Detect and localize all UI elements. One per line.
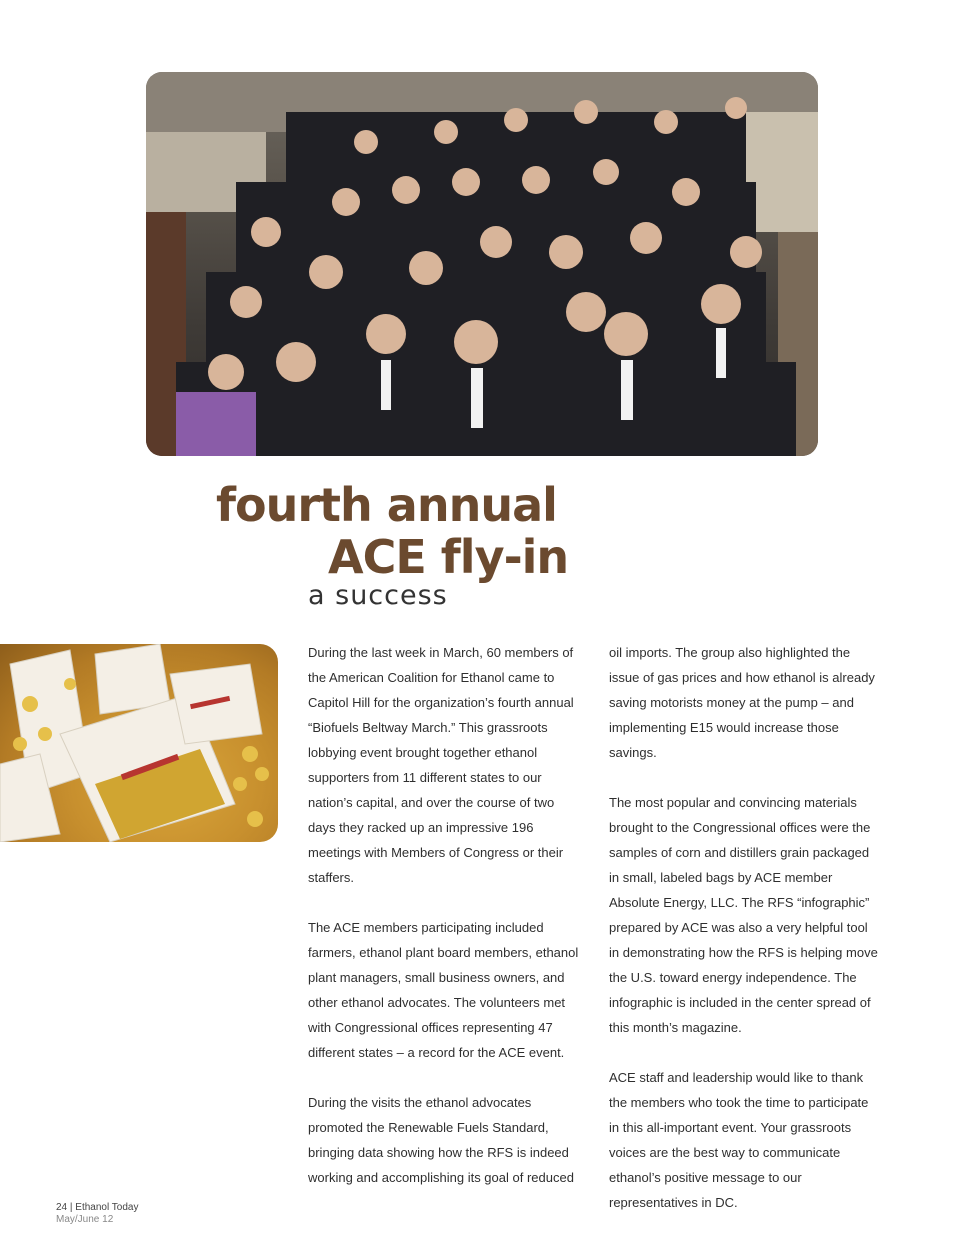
paragraph: The most popular and convincing materials brought to the Congressional offices were the samples of corn and distillers grain packaged in small, labeled bags by ACE member Absolute Energy, LLC. The RFS “infographic” prepared by ACE was also a very helpful tool in demonstrating how the RFS is helping move the U.S. toward energy independence. The infographic is included in the center spread of this month’s magazine. xyxy=(609,795,878,1035)
paragraph: ACE staff and leadership would like to thank the members who took the time to participate in this all-important event. Your grassroots voices are the best way to communicate ethanol’s positive message to our representatives in DC. xyxy=(609,1070,869,1210)
article-headline xyxy=(0,478,960,618)
headline-line-2: ACE fly-in xyxy=(328,530,569,584)
group-photo xyxy=(146,72,818,456)
corn-samples-photo xyxy=(0,644,278,842)
headline-subtitle: a success xyxy=(308,580,448,611)
headline-line-1: fourth annual xyxy=(216,478,557,532)
paragraph: The ACE members participating included farmers, ethanol plant board members, ethanol plant managers, small business owners, and other ethanol advocates. The volunteers met with Congressional offices representing 47 different states – a record for the ACE event. xyxy=(308,920,579,1060)
paragraph: During the last week in March, 60 members of the American Coalition for Ethanol came to Capitol Hill for the organization’s fourth annual “Biofuels Beltway March.” This grassroots lobbying event brought together ethanol supporters from 11 different states to our nation’s capital, and over the course of two days they racked up an impressive 196 meetings with Members of Congress or their staffers. xyxy=(308,645,574,885)
article-column-right xyxy=(609,640,881,1240)
group-photo-illustration xyxy=(146,72,818,456)
page-number-magazine: 24 | Ethanol Today xyxy=(56,1202,139,1213)
paragraph: oil imports. The group also highlighted the issue of gas prices and how ethanol is already saving motorists money at the pump – and implementing E15 would increase those savings. xyxy=(609,645,875,760)
article-column-left xyxy=(308,640,580,1215)
paragraph: During the visits the ethanol advocates promoted the Renewable Fuels Standard, bringing data showing how the RFS is indeed working and accomplishing its goal of reduced xyxy=(308,1095,574,1185)
corn-samples-illustration xyxy=(0,644,278,842)
page-footer xyxy=(56,1202,256,1226)
issue-date: May/June 12 xyxy=(56,1214,114,1225)
